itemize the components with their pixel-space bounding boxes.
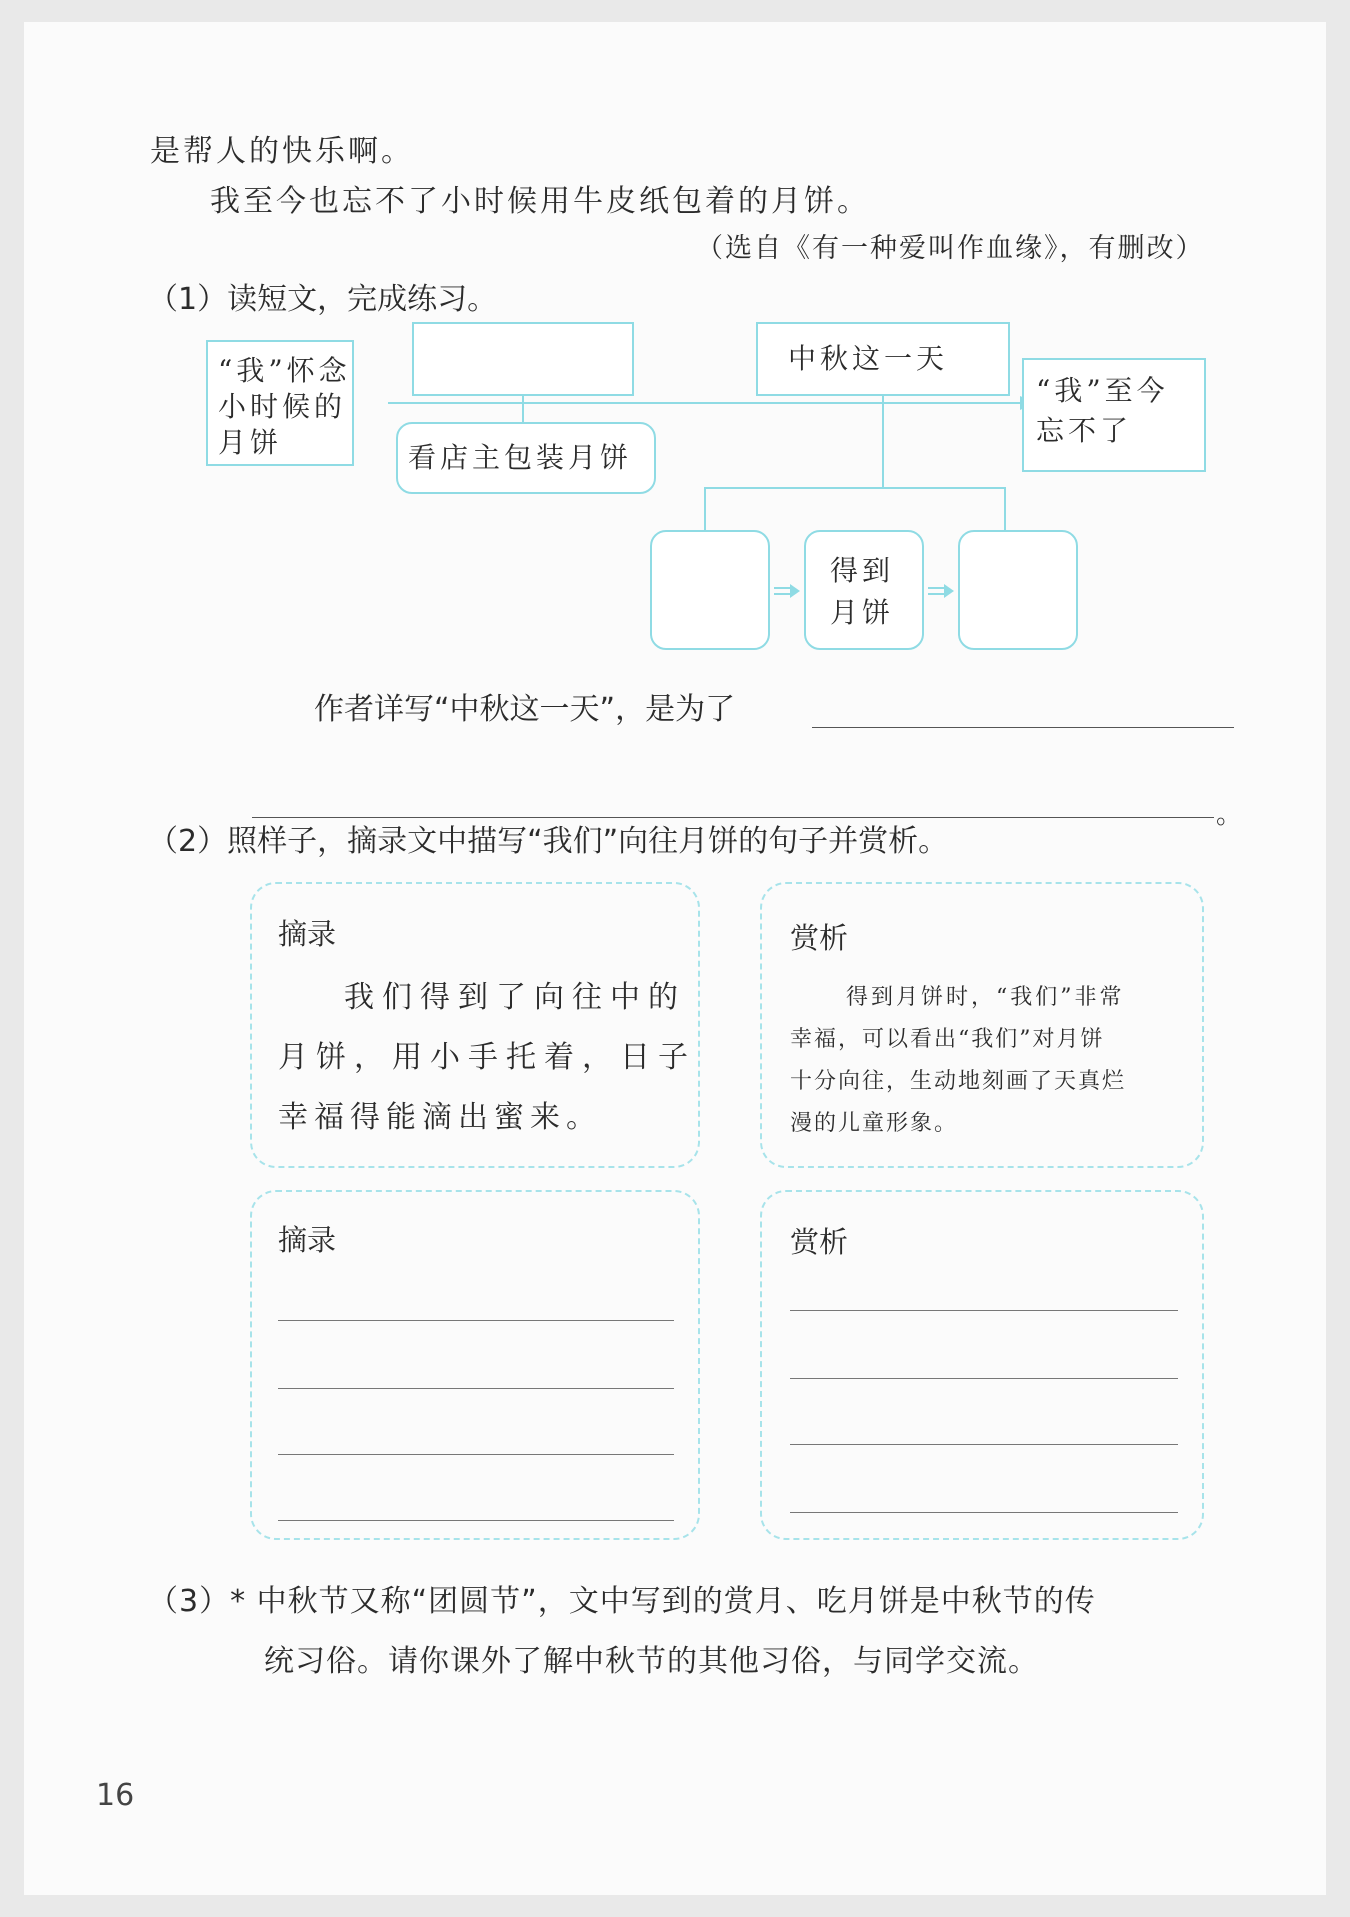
- card-title: 摘录: [278, 917, 337, 951]
- analysis-line-2: 幸福，可以看出“我们”对月饼: [790, 1027, 1105, 1052]
- card-title: 摘录: [278, 1223, 337, 1257]
- box-right-line-1: “我”至今: [1036, 374, 1169, 407]
- connector-branch: [704, 487, 1006, 489]
- main-connector-line: [388, 402, 1028, 404]
- answer-line-1[interactable]: [812, 727, 1234, 728]
- box-watch-shopkeeper: [396, 422, 656, 494]
- card-blank-excerpt: [250, 1190, 700, 1540]
- card-title: 赏析: [790, 1225, 849, 1259]
- box-step2-line-2: 月饼: [830, 596, 895, 629]
- box-never-forget: [1022, 358, 1206, 472]
- box-left-line-3: 月饼: [218, 426, 283, 459]
- double-arrow-icon: [928, 584, 954, 598]
- writing-line[interactable]: [790, 1378, 1178, 1379]
- card-title: 赏析: [790, 921, 849, 955]
- box-left-line-2: 小时候的: [218, 390, 347, 423]
- card-example-analysis: [760, 882, 1204, 1168]
- q1-fill-prompt: 作者详写“中秋这一天”，是为了: [314, 692, 736, 727]
- box-left-line-1: “我”怀念: [218, 354, 351, 387]
- card-example-excerpt: [250, 882, 700, 1168]
- q2-prompt: （2）照样子，摘录文中描写“我们”向往月饼的句子并赏析。: [148, 824, 949, 859]
- passage-source: （选自《有一种爱叫作血缘》，有删改）: [696, 233, 1205, 264]
- writing-line[interactable]: [278, 1520, 674, 1521]
- writing-line[interactable]: [278, 1320, 674, 1321]
- box-mid-autumn-label: 中秋这一天: [788, 342, 949, 375]
- writing-line[interactable]: [790, 1310, 1178, 1311]
- double-arrow-icon: [774, 584, 800, 598]
- box-right-line-2: 忘不了: [1036, 414, 1133, 447]
- q1-prompt: （1）读短文，完成练习。: [148, 282, 498, 317]
- excerpt-line-2: 月饼，用小手托着，日子: [278, 1040, 696, 1075]
- box-mid-autumn-day: [756, 322, 1010, 396]
- analysis-line-3: 十分向往，生动地刻画了天真烂: [790, 1069, 1127, 1094]
- passage-line-1: 是帮人的快乐啊。: [150, 134, 414, 169]
- box-get-mooncake: [804, 530, 924, 650]
- passage-line-2: 我至今也忘不了小时候用牛皮纸包着的月饼。: [210, 184, 870, 219]
- box-missing-mooncake: [206, 340, 354, 466]
- writing-line[interactable]: [278, 1388, 674, 1389]
- card-blank-analysis: [760, 1190, 1204, 1540]
- workbook-page: [24, 22, 1326, 1895]
- excerpt-line-1: 我们得到了向往中的: [344, 980, 686, 1015]
- writing-line[interactable]: [790, 1512, 1178, 1513]
- excerpt-line-3: 幸福得能滴出蜜来。: [278, 1100, 602, 1135]
- q1-fill-end: 。: [1216, 800, 1243, 830]
- box-shop-label: 看店主包装月饼: [408, 441, 633, 474]
- blank-box-step-1[interactable]: [650, 530, 770, 650]
- box-step2-line-1: 得到: [830, 554, 895, 587]
- connector-step1: [704, 487, 706, 531]
- page-number: 16: [96, 1778, 135, 1813]
- q3-prompt-line-2: 统习俗。请你课外了解中秋节的其他习俗，与同学交流。: [264, 1644, 1039, 1679]
- blank-box-step-3[interactable]: [958, 530, 1078, 650]
- writing-line[interactable]: [278, 1454, 674, 1455]
- writing-line[interactable]: [790, 1444, 1178, 1445]
- analysis-line-1: 得到月饼时，“我们”非常: [846, 985, 1125, 1010]
- analysis-line-4: 漫的儿童形象。: [790, 1111, 959, 1136]
- connector-mid-festival: [882, 388, 884, 488]
- connector-step3: [1004, 487, 1006, 531]
- q3-prompt-line-1: （3）* 中秋节又称“团圆节”，文中写到的赏月、吃月饼是中秋节的传: [148, 1584, 1096, 1619]
- blank-box-top[interactable]: [412, 322, 634, 396]
